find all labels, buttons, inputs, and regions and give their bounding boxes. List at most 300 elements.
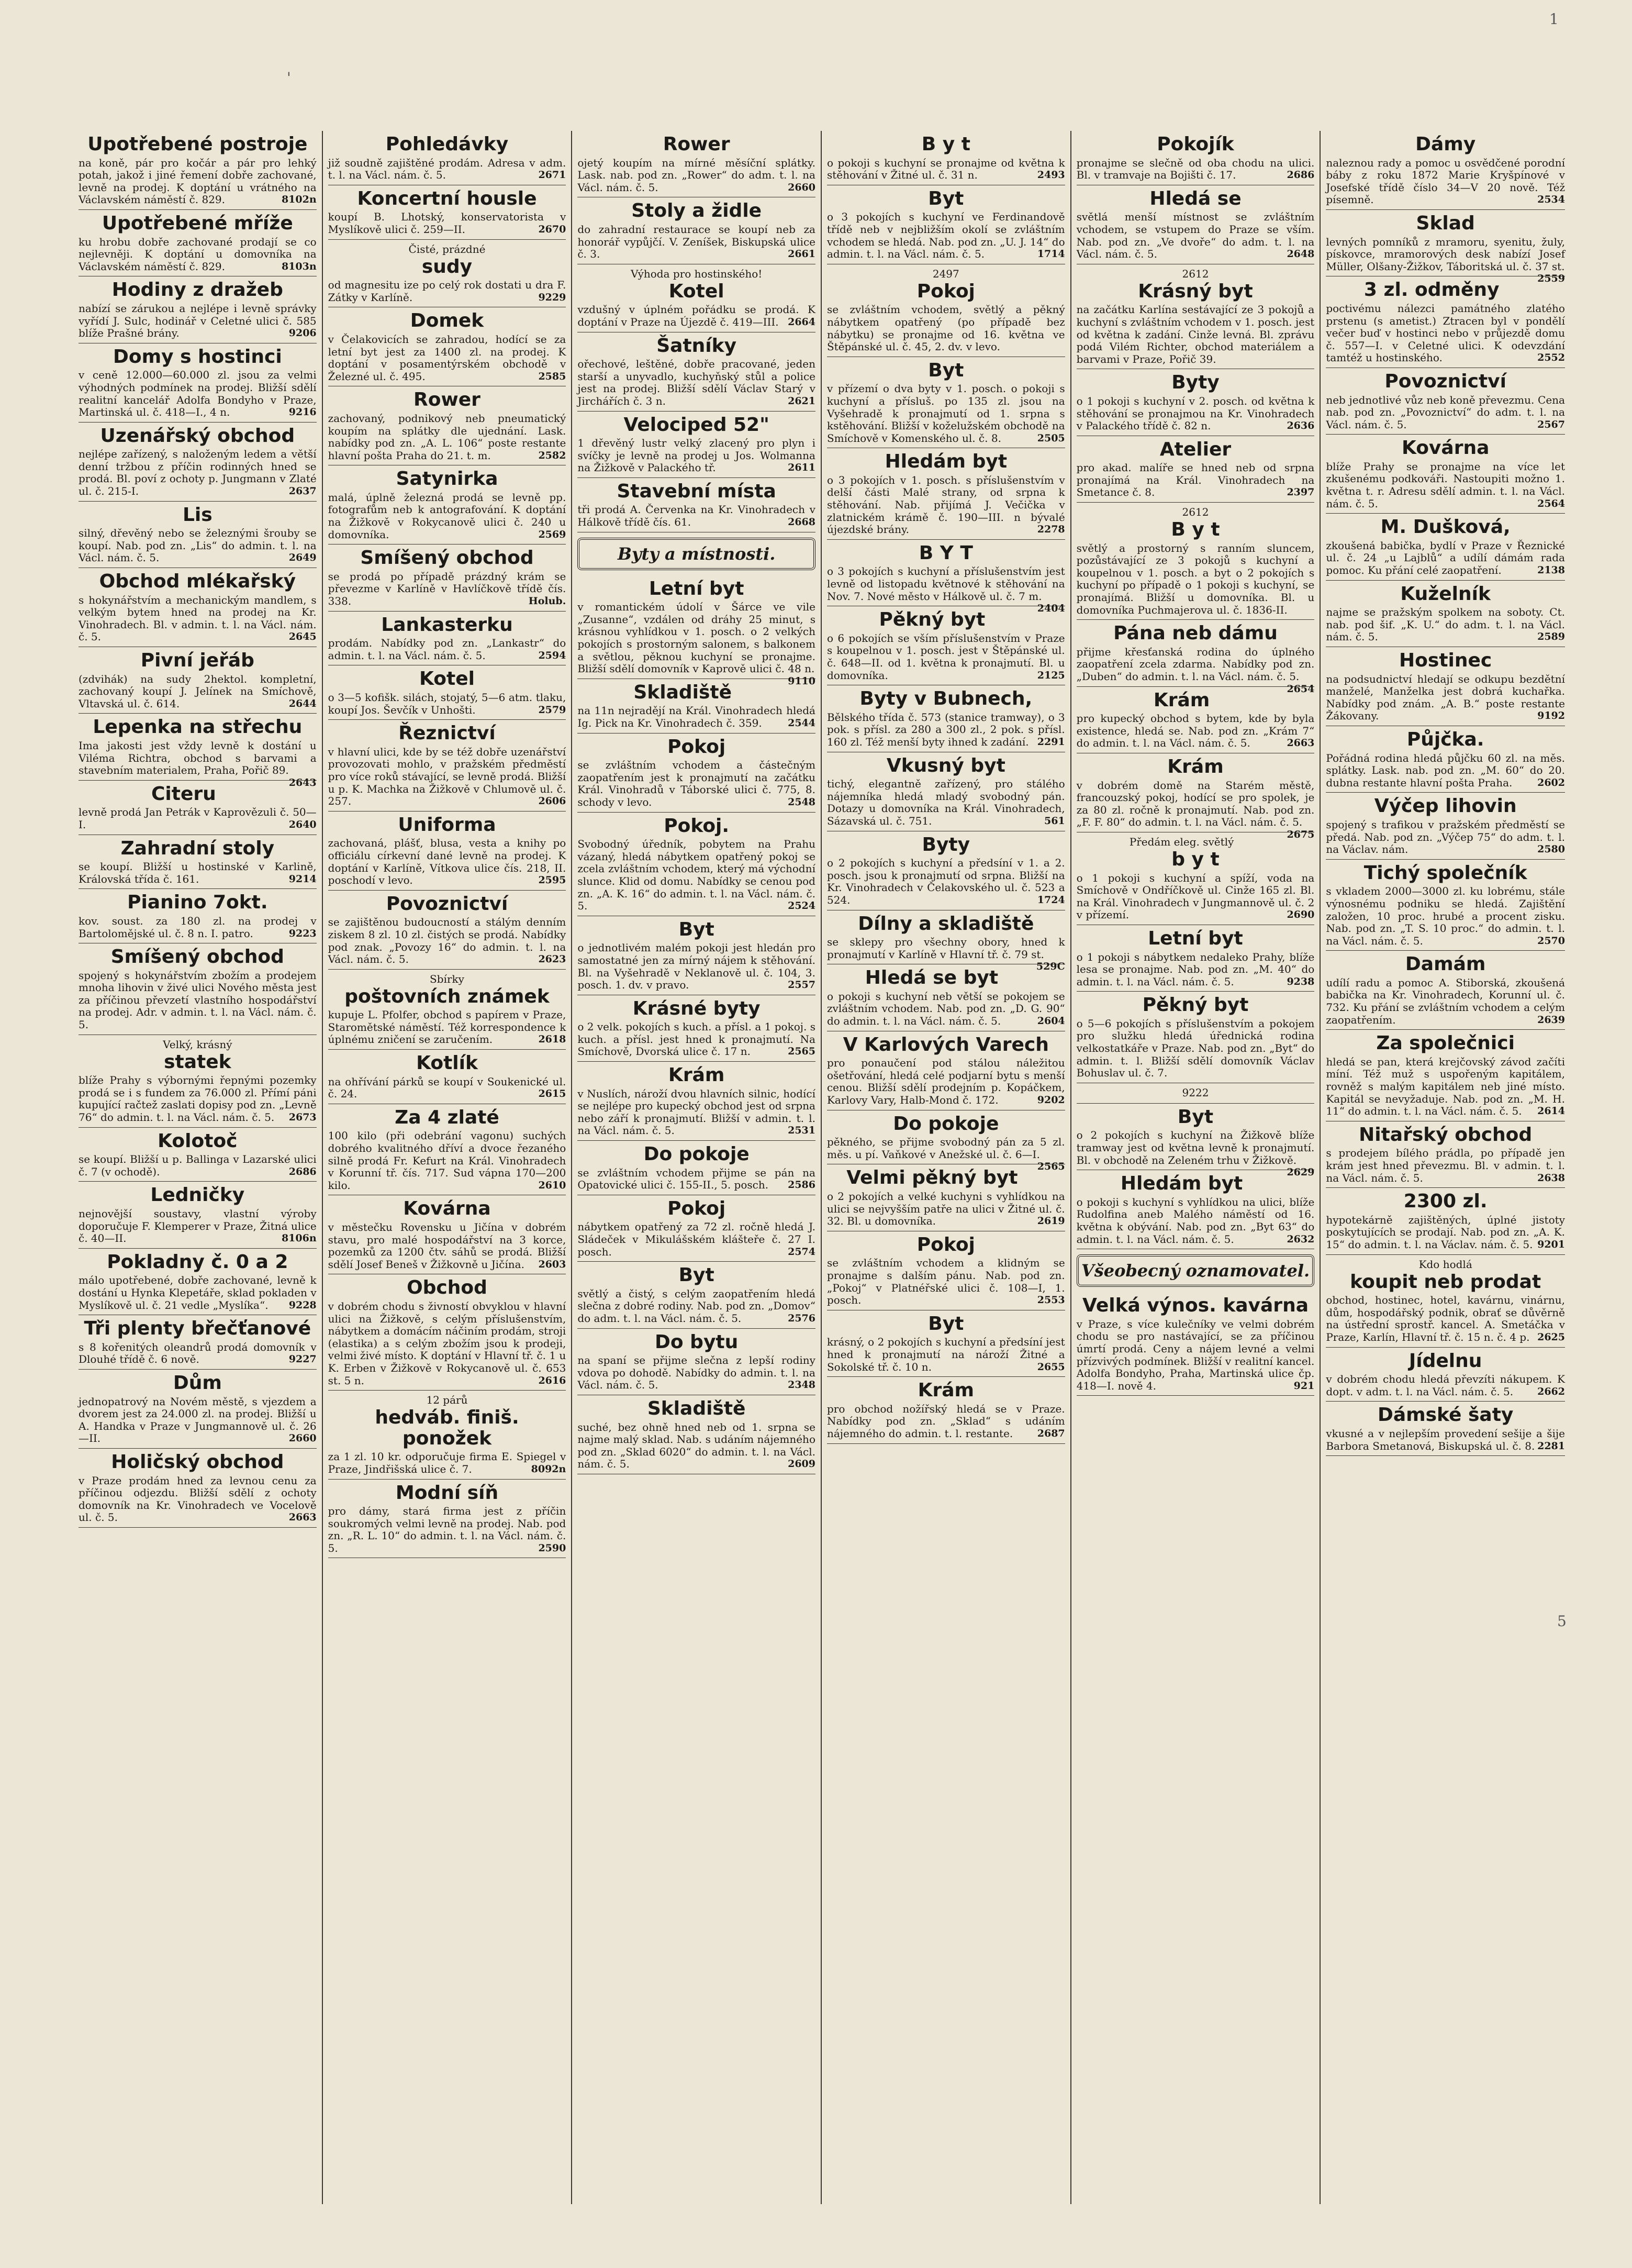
ad-number: 9228 — [288, 1299, 317, 1311]
classified-ad — [1326, 1402, 1565, 1456]
ad-text: o 5—6 pokojích s příslušenstvím a pokojem pro služku hledá úřednická rodina velkostatkáře v Praze. Nab. pod zn. „Byt“ do admin. t. l. Bližší sdělí domovník Václav Bohuslav ul. č. 7. — [1076, 1017, 1315, 1080]
ad-heading: Atelier — [1159, 438, 1232, 460]
ad-heading: Kotel — [419, 668, 475, 690]
classified-ad — [1077, 1170, 1315, 1249]
ad-text: pro ponaučení pod stálou náležitou ošetřování, hledá celé podjarní bytu s menší cenou. Bližší sdělí prodejním p. Kopáčkem, Karlovy Vary, Halb-Mond č. 172. 9202 — [826, 1057, 1065, 1107]
classified-ad — [826, 910, 1065, 973]
ad-heading: B Y T — [919, 542, 973, 564]
ad-heading: Zahradní stoly — [120, 837, 275, 859]
ad-heading: Tři plenty břečťanové — [84, 1318, 311, 1340]
ad-text: se koupí. Bližší u hostinské v Karlině, Královská třída č. 161. 9214 — [79, 860, 317, 885]
ad-number: 2397 — [1287, 486, 1315, 498]
ad-heading: Holičský obchod — [111, 1451, 284, 1473]
ad-number: 8092n — [531, 1463, 566, 1475]
ad-heading: Satynirka — [396, 468, 498, 490]
ad-heading: Velká výnos. kavárna — [1082, 1295, 1309, 1317]
ad-number: 8102n — [281, 194, 317, 206]
ad-heading: Ledničky — [150, 1184, 245, 1206]
ad-number: 2640 — [288, 818, 317, 830]
ad-heading: Dům — [173, 1372, 222, 1394]
ad-text: nejnovější soustavy, vlastní výroby doporučuje F. Klemperer v Praze, Žitná ulice č. 40—II. 8106n — [79, 1207, 317, 1245]
ad-text: v dobrém chodu s živností obvyklou v hlavní ulici na Žižkově, s celým příslušenstvím, nábytkem a domácím náčiním prodám, stroji (elastika) a s celým zbožím jsou k prodeji, velmi živé místo. K doptání v Hlavní tř. č. 1 u K. Erben v Žižkově v Rokycanově ul. č. 653 st. 5 n. 2616 — [328, 1299, 566, 1387]
ad-text: najme se pražským spolkem na soboty. Ct. nab. pod šif. „K. U.“ do adm. t. l. na Václ. nám. č. 5. 2589 — [1326, 606, 1565, 643]
ad-text: pro akad. malíře se hned neb od srpna pronajímá na Král. Vinohradech na Smetance č. 8. 2397 — [1076, 461, 1315, 499]
classified-ad — [577, 197, 815, 264]
classified-ad — [1326, 1188, 1565, 1254]
page-mark: ' — [287, 69, 291, 86]
ad-text: v Čelakovicích se zahradou, hodící se za letní byt jest za 1400 zl. na prodej. K doptání v posamentýrském obchodě v Železné ul. č. 495. 2585 — [328, 332, 566, 383]
classified-ad — [328, 544, 566, 611]
ad-heading: Povoznictví — [386, 893, 508, 915]
ad-number: 2576 — [788, 1312, 815, 1324]
classified-ad — [1326, 368, 1565, 435]
ad-text: na podsudnictví hledají se odkupu bezdětní manželé, Manželka jest dobrá kuchařka. Nabídky pod znám. „A. B.“ poste restante Žákovany. 9192 — [1326, 672, 1565, 722]
ad-number: 2505 — [1037, 432, 1065, 444]
ad-number: 9214 — [288, 873, 317, 885]
ad-text: suché, bez ohně hned neb od 1. srpna se najme malý sklad. Nab. s udáním nájemného pod zn. „Sklad 6020“ do admin. t. l. na Václ. nám. č. 5. 2609 — [577, 1420, 815, 1471]
classified-ad — [577, 1262, 815, 1328]
ad-heading: Sklad — [1416, 212, 1475, 234]
ad-heading: koupit neb prodat — [1350, 1271, 1541, 1293]
ad-number: 2636 — [1287, 420, 1315, 432]
classified-ad — [826, 1110, 1065, 1173]
classified-ad — [577, 478, 815, 532]
ad-heading: Rower — [413, 389, 480, 411]
ad-text: o pokoji s kuchyní se pronajme od května k stěhování v Žitné ul. č. 31 n. 2493 — [826, 156, 1065, 182]
ad-text: jednopatrový na Novém městě, s vjezdem a dvorem jest za 24.000 zl. na prodej. Bližší u A. Handka v Praze v Jungmannově ul. č. 26—II. 2660 — [79, 1395, 317, 1445]
ad-number: 9223 — [288, 927, 317, 939]
classified-ad — [328, 1480, 566, 1559]
ad-number: 2404 — [1037, 603, 1065, 615]
ad-number: 2609 — [788, 1458, 815, 1470]
ad-number: 2644 — [288, 697, 317, 709]
ad-text: o 2 pokojích a velké kuchyni s vyhlídkou na ulici se nejvyšším patře na ulici v Žitné ul. č. 32. Bl. u domovníka. 2619 — [826, 1190, 1065, 1228]
ad-text: o 3 pokojích s kuchyní a příslušenstvím jest levně od listopadu květnové k stěhování na Nov. 7. Nové město v Hálkově ul. č. 7 m. 2404 — [826, 565, 1065, 615]
classified-ad — [1077, 1292, 1315, 1396]
classified-ad — [328, 307, 566, 386]
ad-number: 2637 — [288, 485, 317, 497]
classified-ad — [328, 891, 566, 970]
classified-ad — [328, 1195, 566, 1274]
ad-preheading: 2497 — [932, 267, 959, 280]
classified-ad — [827, 1310, 1065, 1377]
classified-ad — [328, 970, 566, 1050]
ad-text: málo upotřebené, dobře zachované, levně k dostání u Hynka Klepetáře, sklad pokladen v Myslíkově ul. č. 21 vedle „Myslíka“. 9228 — [79, 1274, 317, 1311]
ad-text: o 2 velk. pokojích s kuch. a přísl. a 1 pokoj. s kuch. a přísl. jest hned k pronajmutí. Na Smíchově, Dvorská ulice č. 17 n. 2565 — [577, 1020, 815, 1058]
classified-ad — [577, 733, 815, 813]
ad-text: na spaní se přijme slečna z lepší rodiny vdova po dohodě. Nabídky do admin. t. l. na Václ. nám. č. 5. 2348 — [577, 1354, 815, 1392]
classified-ad — [79, 889, 317, 943]
classified-ad — [827, 1231, 1065, 1310]
ad-preheading: Předám eleg. světlý — [1129, 835, 1234, 848]
ad-number: 2686 — [1287, 169, 1315, 181]
ad-number: 8103n — [281, 260, 317, 272]
ad-heading: Šatníky — [656, 335, 737, 357]
classified-ad — [79, 647, 317, 714]
ad-heading: Uniforma — [398, 814, 496, 836]
classified-ad — [1326, 1255, 1565, 1348]
classified-ad — [328, 720, 566, 811]
ad-text: v dobrém chodu hledá převzíti nákupem. K dopt. v adm. t. l. na Václ. nám. č. 5. 2662 — [1326, 1373, 1565, 1398]
ad-text: za 1 zl. 10 kr. odporučuje firma E. Spiegel v Praze, Jindřišská ulice č. 7. 8092n — [328, 1450, 566, 1475]
ad-number: 2531 — [788, 1125, 815, 1137]
ad-number: 2281 — [1537, 1440, 1565, 1452]
ad-text: v romantickém údolí v Šárce ve vile „Zusanne“, vzdálen od dráhy 25 minut, s krásnou vyhlídkou v 1. posch. o 2 velkých pokojích s prostorným salonem, s balkonem a světlou, pěknou kuchyní se pronajme. Bližší sdělí domovník v Kaprově ulici č. 48 n. 9110 — [577, 601, 815, 687]
classified-ad — [1326, 860, 1565, 951]
ad-heading: Povoznictví — [1384, 370, 1506, 392]
ad-text: tři prodá A. Červenka na Kr. Vinohradech v Hálkově třídě čís. 61. 2668 — [577, 503, 815, 529]
ad-number: 2610 — [538, 1179, 566, 1191]
ad-number: 2661 — [788, 248, 815, 260]
ad-heading: b y t — [1171, 848, 1220, 870]
classified-ad — [827, 448, 1065, 540]
classified-ad — [577, 1395, 815, 1474]
section-banner: Všeobecný oznamovatel. — [1077, 1254, 1315, 1287]
ad-text: se zvláštním vchodem a klidným se pronajme s dalším pánu. Nab. pod zn. „Pokoj“ v Platnéřské ulici č. 108—I, 1. posch. 2553 — [826, 1257, 1065, 1307]
classified-ad — [1077, 264, 1315, 370]
ad-heading: Hledá se byt — [865, 967, 999, 989]
ad-heading: statek — [164, 1051, 231, 1073]
classified-ad — [1076, 620, 1315, 695]
classified-ad — [79, 502, 317, 568]
ad-number: 2639 — [1537, 1014, 1565, 1026]
page-mark: 1 — [1549, 10, 1559, 28]
ad-number: 2643 — [288, 776, 317, 788]
classified-ad — [827, 264, 1065, 357]
ad-text: Svobodný úředník, pobytem na Prahu vázaný, hledá nábytkem opatřený pokoj se zcela zvláštním vchodem, který má východní slunce. Klid od domu. Nabídky se cenou pod zn. „A. K. 16“ do admin. t. l. na Václ. nám. č. 5. 2524 — [577, 838, 815, 913]
ad-number: 2590 — [538, 1542, 566, 1554]
ad-heading: Krásné byty — [632, 997, 761, 1019]
ad-number: 921 — [1293, 1380, 1315, 1392]
ad-text: světlá menší místnost se zvláštním vchodem, se vstupem do Praze se vším. Nab. pod zn. „Ve dvoře“ do adm. t. l. na Václ. nám. č. 5. 2648 — [1076, 210, 1315, 261]
ad-text: o 3—5 kofišk. silách, stojatý, 5—6 atm. tlaku, koupí Jos. Ševčík v Unhošti. 2579 — [328, 691, 566, 716]
ad-heading: Pána neb dámu — [1113, 622, 1278, 644]
ad-heading: Letní byt — [1148, 927, 1243, 949]
ad-number: 2574 — [788, 1246, 815, 1258]
ad-heading: hedváb. finiš. ponožek — [375, 1407, 519, 1449]
ad-text: od magnesitu ize po celý rok dostati u dra F. Zátky v Karlíně. 9229 — [328, 279, 566, 304]
ad-heading: Kuželník — [1400, 583, 1491, 605]
ad-text: v ceně 12.000—60.000 zl. jsou za velmi výhodných podmínek na prodej. Bližší sdělí realitní kancelář Adolfa Bondyho v Praze, Martinská ul. č. 418—I., 4 n. 9216 — [79, 369, 317, 419]
ad-text: o 3 pokojích v 1. posch. s příslušenstvím v delší části Malé strany, od srpna k stěhování. Nab. přijímá J. Večička v zlatnickém krámě č. 190—III. n bývalé újezdské brány. 2278 — [826, 473, 1065, 536]
ad-heading: Vkusný byt — [886, 754, 1005, 776]
ad-preheading: 12 párů — [426, 1394, 468, 1407]
ad-heading: Byt — [928, 187, 964, 209]
ad-text: v přízemí o dva byty v 1. posch. o pokoji s kuchyní a přísluš. po 135 zl. jsou na Vyšehradě k pronajmutí od 1. srpna s kstěhování. Bližší v koželužském obchodě na Smíchově v Komenského ul. č. 8. 2505 — [826, 382, 1065, 444]
classified-ad — [827, 752, 1065, 831]
ad-text: malá, úplně železná prodá se levně pp. fotografům neb k antografování. K doptání na Žižkově v Rokycanově ulici č. 240 u domovníka. 2569 — [328, 491, 566, 541]
classified-ad — [328, 1274, 566, 1391]
ad-number: 2125 — [1037, 669, 1065, 681]
ad-text: koupí B. Lhotský, konservatorista v Myslíkově ulici č. 259—II. 2670 — [328, 210, 566, 236]
ad-text: v Praze, s více kulečníky ve velmi dobrém chodu se pro nastávající, se za příčinou úmrtí prodá. Ceny a nájem levné a velmi přízvivých podmínek. Bližší v realitní kancel. Adolfa Bondyho, Praha, Martinská ulice čp. 418—I. nově 4. 921 — [1076, 1317, 1315, 1392]
ad-heading: Dámské šaty — [1377, 1404, 1514, 1426]
ad-heading: Pokoj — [667, 1197, 726, 1219]
ad-number: 2594 — [538, 649, 566, 661]
ad-text: o 3 pokojích s kuchyní ve Ferdinandově třídě neb v nejbližším okolí se zvláštním vchodem se hledá. Nab. pod zn. „U. J. 14“ do admin. t. l. na Václ. nám. č. 5. 1714 — [826, 210, 1065, 261]
ad-number: 9206 — [288, 327, 317, 339]
ad-heading: Pokoj — [916, 1233, 975, 1255]
classified-ad — [328, 185, 566, 240]
ad-text: nejlépe zařízený, s naloženým ledem a větší denní tržbou z příčin rodinných hned se prodá. Bl. poví z ochoty p. Jungmann v Zlaté ul. č. 215-I. 2637 — [79, 448, 317, 498]
ad-text: vkusné a v nejlepším provedení sešije a šije Barbora Smetanová, Biskupská ul. č. 8. 2281 — [1326, 1427, 1565, 1452]
classified-ad — [827, 185, 1065, 264]
ad-text: naleznou rady a pomoc u osvědčené porodní báby z roku 1872 Marie Kryšpínové v Josefské třídě číslo 34—V 20 nově. Též písemně. 2534 — [1326, 156, 1565, 206]
ad-number: 9216 — [288, 406, 317, 418]
classified-ad — [577, 1329, 815, 1395]
ad-text: udílí radu a pomoc A. Stiborská, zkoušená babička na Kr. Vinohradech, Korunní ul. č. 732. Ku přání se zvláštním vchodem a celým zaopatřením. 2639 — [1326, 976, 1565, 1026]
ad-text: neb jednotlivé vůz neb koně převezmu. Cena nab. pod zn. „Povoznictví“ do adm. t. l. na Václ. nám. č. 5. 2567 — [1326, 393, 1565, 431]
classified-ad — [1077, 131, 1315, 185]
classified-ad — [328, 1050, 566, 1104]
ad-heading: Velociped 52" — [623, 414, 769, 436]
ad-preheading: Sbírky — [430, 972, 464, 985]
ad-number: 9110 — [788, 675, 815, 687]
classified-ad — [1326, 793, 1565, 859]
classified-ad — [1326, 276, 1565, 368]
ad-heading: Do pokoje — [893, 1113, 999, 1135]
ad-number: 2655 — [1037, 1361, 1065, 1373]
ad-text: zachovaný, podnikový neb pneumatický koupím na splátky dle ujednání. Lask. nabídky pod zn. „A. L. 106“ poste restante hlavní pošta Praha do 21. t. m. 2582 — [328, 412, 566, 462]
ad-text: se sklepy pro všechny obory, hned k pronajmutí v Karlíně v Hlavní tř. č. 79 st. 529C — [826, 936, 1065, 973]
classified-ad — [577, 131, 815, 197]
ad-number: 2654 — [1287, 683, 1315, 695]
ad-text: o 1 pokoji s kuchyní v 2. posch. od května k stěhování se pronajmou na Kr. Vinohradech v Palackého třídě č. 82 n. 2636 — [1076, 394, 1315, 432]
ad-text: o 1 pokoji s kuchyní a spíží, voda na Smíchově v Ondříčkově ul. Cinže 165 zl. Bl. na Král. Vinohradech v Jungmannově ul. č. 2 v přízemí. 2690 — [1076, 871, 1315, 921]
column-4 — [822, 131, 1071, 2204]
ad-text: Pořádná rodina hledá půjčku 60 zl. na měs. splátky. Lask. nab. pod zn. „M. 60“ do 20. dubna restante hlavní pošta Praha. 2602 — [1326, 751, 1565, 789]
ad-text: v dobrém domě na Starém městě, francouzský pokoj, hodící se pro spolek, je za 80 zl. ročně k pronajmutí. Nab. pod zn. „F. F. 80“ do admin. t. l. na Václ. nám. č. 5. 2675 — [1076, 779, 1315, 840]
ad-heading: Za společnici — [1376, 1032, 1515, 1054]
ad-heading: Byty — [922, 833, 970, 855]
ad-heading: Byt — [928, 359, 964, 381]
classified-ad — [79, 943, 317, 1035]
classified-ad — [827, 1164, 1065, 1231]
classified-ad — [1326, 435, 1565, 514]
ad-preheading: 2612 — [1182, 506, 1209, 519]
classified-ad — [1326, 647, 1565, 726]
classified-ad — [577, 1141, 815, 1195]
ad-heading: Stoly a židle — [631, 200, 762, 222]
ad-heading: Dámy — [1415, 134, 1476, 155]
ad-columns — [73, 131, 1570, 2204]
ad-heading: B y t — [1171, 519, 1220, 541]
ad-preheading: Kdo hodlá — [1418, 1258, 1472, 1271]
ad-text: se koupí. Bližší u p. Ballinga v Lazarské ulici č. 7 (v ochodě). 2686 — [79, 1153, 317, 1178]
classified-ad — [79, 781, 317, 835]
ad-heading: Kovárna — [1401, 437, 1490, 459]
ad-number: 529C — [1036, 961, 1065, 973]
classified-ad — [79, 210, 317, 276]
ad-number: 2690 — [1287, 909, 1315, 921]
ad-heading: Kotel — [668, 280, 724, 302]
ad-text: ku hrobu dobře zachované prodají se co nejlevněji. K doptání u domovníka na Václavském náměstí č. 829. 8103n — [79, 235, 317, 273]
ad-heading: Pokoj. — [664, 815, 730, 837]
ad-number: 2570 — [1537, 935, 1565, 947]
classified-ad — [328, 612, 566, 666]
ad-text: v Nuslích, nároží dvou hlavních silnic, hodící se nejlépe pro kupecký obchod jest od srpna nebo září k pronajmutí. Bližší v admin. t. l. na Václ. nám. č. 5. 2531 — [577, 1087, 815, 1137]
classified-ad — [1326, 131, 1565, 210]
classified-ad — [827, 357, 1065, 449]
classified-ad — [79, 1449, 317, 1528]
classified-ad — [328, 240, 566, 308]
ad-number: 2552 — [1537, 352, 1565, 364]
classified-ad — [79, 1315, 317, 1370]
ad-number: 9192 — [1537, 710, 1565, 722]
ad-heading: Hostinec — [1399, 650, 1492, 671]
ad-text: poctivému nálezci památného zlatého prstenu (s ametist.) Ztracen byl v pondělí večer buď v hostinci nebo v průjezdě domu č. 557—I. v Celetné ulici. K odevzdání tamtéž u hostinského. 2552 — [1326, 302, 1565, 364]
ad-heading: V Karlových Varech — [843, 1033, 1049, 1055]
ad-number: 2638 — [1537, 1172, 1565, 1184]
newspaper-page — [73, 131, 1570, 2204]
ad-heading: Hodiny z dražeb — [111, 279, 283, 301]
ad-text: ořechové, leštěné, dobře pracované, jeden starší a unyvadlo, kuchyňský stůl a police jest na prodej. Bližší sdělí Václav Starý v Jirchářích č. 3 n. 2621 — [577, 358, 815, 407]
ad-number: 9202 — [1037, 1094, 1065, 1106]
column-1 — [73, 131, 323, 2204]
ad-number: 2616 — [538, 1374, 566, 1386]
ad-heading: Výčep lihovin — [1374, 795, 1517, 817]
ad-number: 2615 — [538, 1088, 566, 1100]
ad-text: spojený s hokynářstvím zbožím a prodejem mnoha lihovin v živé ulici Nového města jest za příčinou převzetí vlastního hospodářství na prodej. Adr. v admin. t. l. na Václ. nám. č. 5. — [79, 969, 317, 1031]
ad-text: pro dámy, stará firma jest z příčin soukromých velmi levně na prodej. Nab. pod zn. „R. L. 10“ do admin. t. l. na Václ. nám. č. 5. 2590 — [328, 1505, 566, 1554]
ad-number: 2645 — [288, 631, 317, 643]
ad-heading: Tichý společník — [1363, 862, 1527, 884]
ad-text: pronajme se slečně od oba chodu na ulici. Bl. v tramvaje na Bojišti č. 17. 2686 — [1076, 156, 1315, 182]
ad-heading: Byty v Bubnech, — [859, 688, 1033, 710]
classified-ad — [79, 276, 317, 343]
ad-text: Bělského třída č. 573 (stanice tramway), o 3 pok. s přísl. za 280 a 300 zl., 2 pok. s přísl. 160 zl. Též menší byty ihned k zadání. 2291 — [826, 710, 1065, 748]
ad-number: 2569 — [538, 528, 566, 540]
ad-text: tichý, elegantně zařízený, pro stálého nájemníka hledá mladý svobodný pán. Dotazy u domovníka na Král. Vinohradech, Sázavská ul. č. 751. 561 — [826, 777, 1065, 827]
ad-heading: Lepenka na střechu — [93, 716, 303, 738]
ad-number: 2629 — [1287, 1166, 1315, 1179]
classified-ad — [1326, 1030, 1565, 1121]
ad-heading: Modní síň — [395, 1482, 499, 1504]
ad-text: se zajištěnou budoucností a stálým denním ziskem 8 zl. 10 zl. čistých se prodá. Nabídky pod znak. „Povozy 16“ do admin. t. l. na Václ. nám. č. 5. 2623 — [328, 916, 566, 966]
ad-number: 2663 — [288, 1511, 317, 1524]
ad-number: 2565 — [1037, 1161, 1065, 1173]
ad-heading: Krám — [668, 1064, 725, 1086]
classified-ad — [1077, 1083, 1315, 1104]
ad-heading: Pohledávky — [385, 134, 509, 155]
ad-text: přijme křesťanská rodina do úplného zaopatření zcela zdarma. Nabídky pod zn. „Duben“ do admin. t. l. na Václ. nám. č. 5. 2654 — [1076, 645, 1315, 695]
ad-heading: Domy s hostinci — [113, 346, 282, 368]
ad-heading: Smíšený obchod — [110, 946, 284, 968]
ad-number: 2606 — [538, 795, 566, 807]
ad-number: 2625 — [1537, 1331, 1565, 1343]
ad-heading: Stavební místa — [617, 480, 776, 502]
ad-heading: Domek — [410, 310, 484, 332]
ad-heading: Byt — [928, 1313, 964, 1335]
ad-number: 2619 — [1037, 1215, 1065, 1227]
ad-number: 2660 — [288, 1432, 317, 1444]
ad-heading: Kotlík — [416, 1052, 478, 1074]
ad-text: světlý a prostorný s ranním sluncem, pozůstávající ze 3 pokojů s kuchyní a koupelnou v 1. posch. a byt o 2 pokojích s kuchyní po případě o 1 pokoji s kuchyní, se pronajímá. Bližší u domovníka. Bl. u domovníka Puchmajerova ul. č. 1836-II. — [1076, 541, 1315, 616]
ad-number: 2557 — [788, 979, 815, 991]
ad-heading: Pianino 7okt. — [127, 892, 268, 914]
ad-heading: Citeru — [151, 783, 216, 805]
ad-heading: Byt — [1177, 1106, 1214, 1128]
ad-heading: M. Dušková, — [1380, 516, 1511, 538]
ad-heading: Za 4 zlaté — [395, 1106, 499, 1128]
ad-number: 2595 — [538, 874, 566, 886]
ad-number: 2687 — [1037, 1427, 1065, 1439]
classified-ad — [1326, 210, 1565, 285]
ad-text: hledá se pan, která krejčovský závod začíti míní. Též muž s uspořeným kapitálem, rovněž s malým kapitálem neb jiné místo. Kapitál se nevyžaduje. Nab. pod zn. „M. H. 11“ do admin. t. l. na Václ. nám. č. 5. 2614 — [1326, 1055, 1565, 1118]
ad-number: 2623 — [538, 953, 566, 965]
ad-number: 9227 — [288, 1353, 317, 1365]
ad-heading: Pokoj — [916, 280, 975, 302]
ad-text: 1 dřevěný lustr velký zlacený pro plyn i svíčky je levně na prodej u Jos. Wolmanna na Žižkově v Palackého tř. 2611 — [577, 437, 815, 474]
ad-text: na 11n nejradějí na Král. Vinohradech hledá Ig. Pick na Kr. Vinohradech č. 359. 2544 — [577, 704, 815, 729]
classified-ad — [328, 386, 566, 465]
ad-number: 2668 — [788, 516, 815, 528]
ad-number: 2544 — [788, 717, 815, 729]
ad-text: (zdvihák) na sudy 2hektol. kompletní, zachovaný koupí J. Jelínek na Smíchově, Vltavská ul. č. 614. 2644 — [79, 672, 317, 710]
ad-number: 1714 — [1037, 248, 1065, 260]
classified-ad — [827, 131, 1065, 185]
ad-number: 2611 — [788, 462, 815, 474]
ad-number: 2585 — [538, 370, 566, 382]
ad-text: obchod, hostinec, hotel, kavárnu, vinárnu, dům, hospodářský podnik, obrať se důvěrně na ústřední sprostř. kancel. A. Smetáčka v Praze, Karlín, Hlavní tř. č. 15 n. č. 4 p. 2625 — [1326, 1294, 1565, 1343]
ad-heading: Krásný byt — [1138, 280, 1253, 302]
ad-number: 9229 — [538, 291, 566, 303]
ad-heading: Pokoj — [667, 736, 726, 758]
classified-ad — [1077, 925, 1315, 992]
ad-text: levně prodá Jan Petrák v Kaprovězuli č. 50—I. 2640 — [79, 806, 317, 831]
ad-text: v Praze prodám hned za levnou cenu za příčinou odjezdu. Bližší sdělí z ochoty domovník na Kr. Vinohradech ve Vocelově ul. č. 5. 2663 — [79, 1474, 317, 1524]
ad-heading: B y t — [921, 134, 970, 155]
ad-heading: Nitařský obchod — [1359, 1124, 1533, 1146]
ad-heading: Krám — [1167, 755, 1224, 777]
ad-heading: Lankasterku — [381, 614, 513, 636]
ad-text: s vkladem 2000—3000 zl. ku lobrému, stále výnosnému podniku se hledá. Zajištění založen, 10 proc. hrubé a procent zisku. Nab. pod zn. „T. S. 10 proc.“ do admin. t. l. na Václ. nám. č. 5. 2570 — [1326, 885, 1565, 947]
section-banner: Byty a místnosti. — [577, 538, 815, 570]
ad-number: 2663 — [1287, 737, 1315, 749]
ad-number: 2660 — [788, 181, 815, 193]
ad-number: 2602 — [1537, 776, 1565, 788]
ad-text: se zvláštním vchodem a částečným zaopatřením jest k pronajmutí na začátku Král. Vinohradů v Táborské ulici č. 775, 8. schody v levo. 2548 — [577, 759, 815, 808]
ad-text: na začátku Karlína sestávající ze 3 pokojů a kuchyní s zvláštním vchodem v 1. posch. jest od května k zadání. Cinže levná. Bl. zprávu podá Vilém Richter, obchod materiálem a barvami v Praze, Pořič 39. — [1076, 303, 1315, 365]
ad-heading: Lis — [182, 504, 213, 526]
ad-heading: 3 zl. odměny — [1363, 279, 1500, 301]
ad-number: 2670 — [538, 223, 566, 235]
ad-heading: Obchod — [407, 1277, 487, 1299]
classified-ad — [1326, 951, 1565, 1030]
ad-number: 9201 — [1537, 1238, 1565, 1250]
classified-ad — [1077, 436, 1315, 503]
ad-number: 2564 — [1537, 497, 1565, 509]
ad-text: nábytkem opatřený za 72 zl. ročně hledá J. Sládeček v Mikulášském klášteře č. 27 I. posch. 2574 — [577, 1220, 815, 1258]
classified-ad — [827, 1377, 1065, 1443]
classified-ad — [79, 835, 317, 890]
ad-heading: Rower — [663, 134, 730, 155]
ad-number: 2618 — [538, 1033, 566, 1046]
ad-number: 2614 — [1537, 1105, 1565, 1117]
ad-text: světlý a čistý, s celým zaopatřením hledá slečna z dobré rodiny. Nab. pod zn. „Domov“ do adm. t. l. na Václ. nám. č. 5. 2576 — [577, 1287, 815, 1325]
ad-text: Ima jakosti jest vždy levně k dostání u Viléma Richtra, obchod s barvami a stavebním materialem, Praha, Pořič 89. 2643 — [79, 739, 317, 788]
classified-ad — [1326, 581, 1565, 647]
ad-heading: Skladiště — [633, 681, 732, 703]
classified-ad — [827, 964, 1065, 1031]
ad-heading: Skladiště — [647, 1397, 746, 1419]
ad-text: krásný, o 2 pokojích s kuchyní a předsíní jest hned k pronajmutí na nároží Žitné a Sokolské tř. č. 10 n. 2655 — [826, 1336, 1065, 1373]
ad-text: se zvláštním vchodem přijme se pán na Opatovické ulici č. 155-II., 5. posch. 2586 — [577, 1166, 815, 1192]
ad-preheading: 9222 — [1182, 1086, 1209, 1099]
ad-heading: Kolotoč — [158, 1130, 238, 1152]
classified-ad — [1326, 514, 1565, 580]
ad-heading: Hledám byt — [885, 451, 1008, 473]
